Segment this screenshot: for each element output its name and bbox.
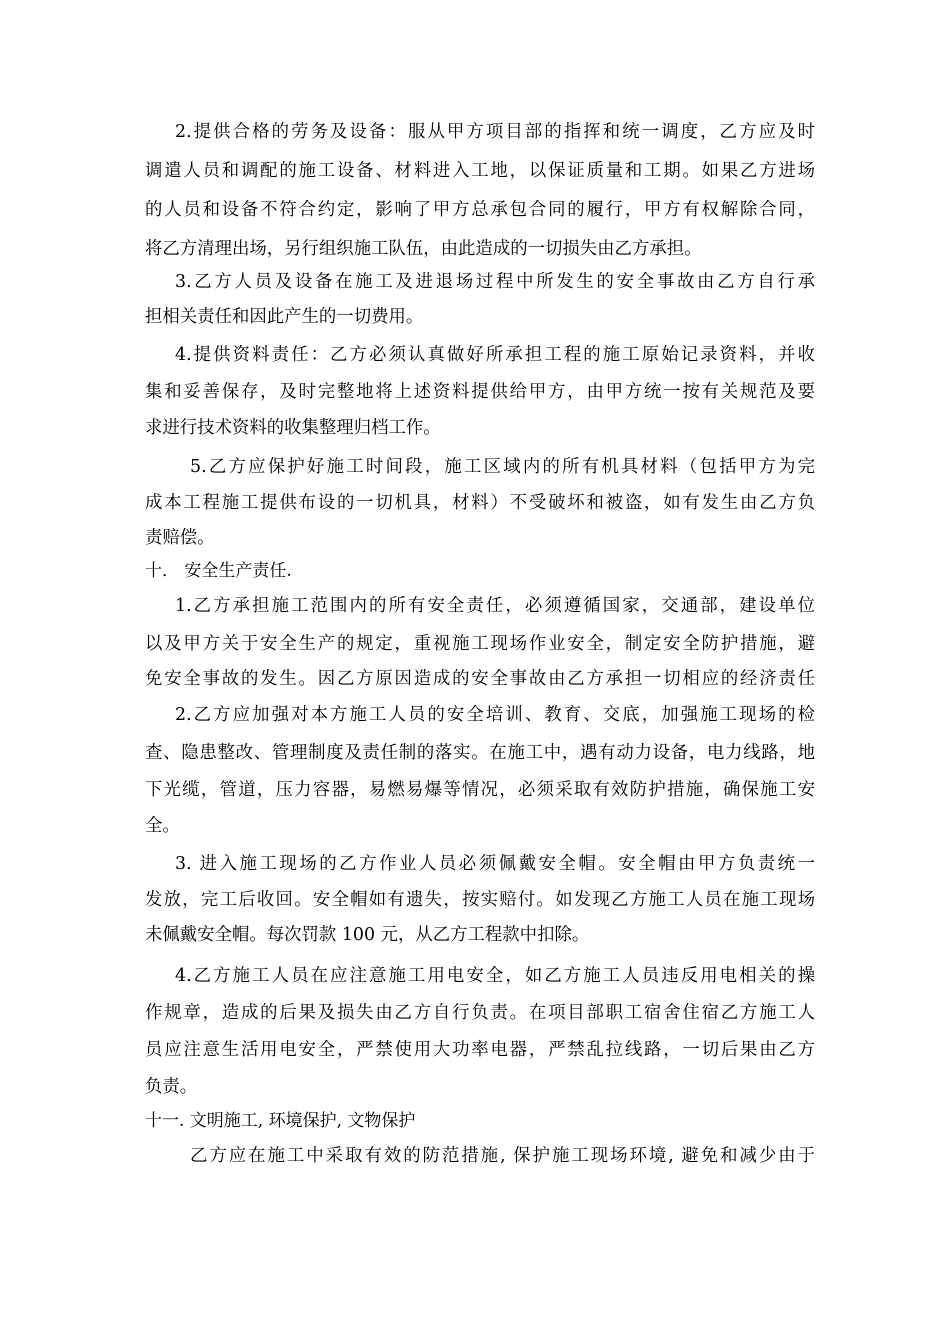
text-line: 1.乙方承担施工范围内的所有安全责任，必须遵循国家，交通部，建设单位 [175,596,815,616]
text-line: 发放，完工后收回。安全帽如有遗失，按实赔付。如发现乙方施工人员在施工现场 [145,890,815,910]
text-line: 作规章，造成的后果及损失由乙方自行负责。在项目部职工宿舍住宿乙方施工人 [145,1003,815,1023]
text-line: 担相关责任和因此产生的一切费用。 [145,307,424,327]
text-line: 成本工程施工提供布设的一切机具，材料）不受破坏和被盗，如有发生由乙方负 [145,493,815,513]
text-line: 责赔偿。 [145,528,215,548]
text-line: 3. 进入施工现场的乙方作业人员必须佩戴安全帽。安全帽由甲方负责统一 [175,854,815,874]
text-line: 负责。 [145,1077,198,1097]
text-line: 4.提供资料责任：乙方必须认真做好所承担工程的施工原始记录资料，并收 [175,345,815,365]
section-heading: 十一. 文明施工, 环境保护, 文物保护 [145,1111,416,1131]
text-line: 将乙方清理出场，另行组织施工队伍，由此造成的一切损失由乙方承担。 [145,239,702,259]
text-line: 查、隐患整改、管理制度及责任制的落实。在施工中，遇有动力设备，电力线路，地 [145,743,815,763]
section-heading: 十． 安全生产责任. [145,561,292,581]
text-line: 4.乙方施工人员在应注意施工用电安全，如乙方施工人员违反用电相关的操 [175,966,815,986]
text-line: 未佩戴安全帽。每次罚款 100 元，从乙方工程款中扣除。 [145,925,590,945]
text-line: 3.乙方人员及设备在施工及进退场过程中所发生的安全事故由乙方自行承 [175,272,815,292]
text-line: 以及甲方关于安全生产的规定，重视施工现场作业安全，制定安全防护措施，避 [145,634,815,654]
text-line: 求进行技术资料的收集整理归档工作。 [145,418,441,438]
text-line: 5.乙方应保护好施工时间段，施工区域内的所有机具材料（包括甲方为完 [190,457,815,477]
text-line: 2.乙方应加强对本方施工人员的安全培训、教育、交底，加强施工现场的检 [175,705,815,725]
text-line: 2.提供合格的劳务及设备：服从甲方项目部的指挥和统一调度，乙方应及时 [175,122,815,142]
text-line: 的人员和设备不符合约定，影响了甲方总承包合同的履行，甲方有权解除合同， [145,200,815,220]
text-line: 调遣人员和调配的施工设备、材料进入工地，以保证质量和工期。如果乙方进场 [145,161,815,181]
text-line: 乙方应在施工中采取有效的防范措施, 保护施工现场环境, 避免和减少由于 [190,1146,815,1166]
text-line: 员应注意生活用电安全，严禁使用大功率电器，严禁乱拉线路，一切后果由乙方 [145,1040,815,1060]
text-line: 集和妥善保存，及时完整地将上述资料提供给甲方，由甲方统一按有关规范及要 [145,382,815,402]
text-line: 下光缆，管道，压力容器，易燃易爆等情况，必须采取有效防护措施，确保施工安 [145,780,815,800]
text-line: 全。 [145,816,180,836]
text-line: 免安全事故的发生。因乙方原因造成的安全事故由乙方承担一切相应的经济责任 [145,669,815,689]
